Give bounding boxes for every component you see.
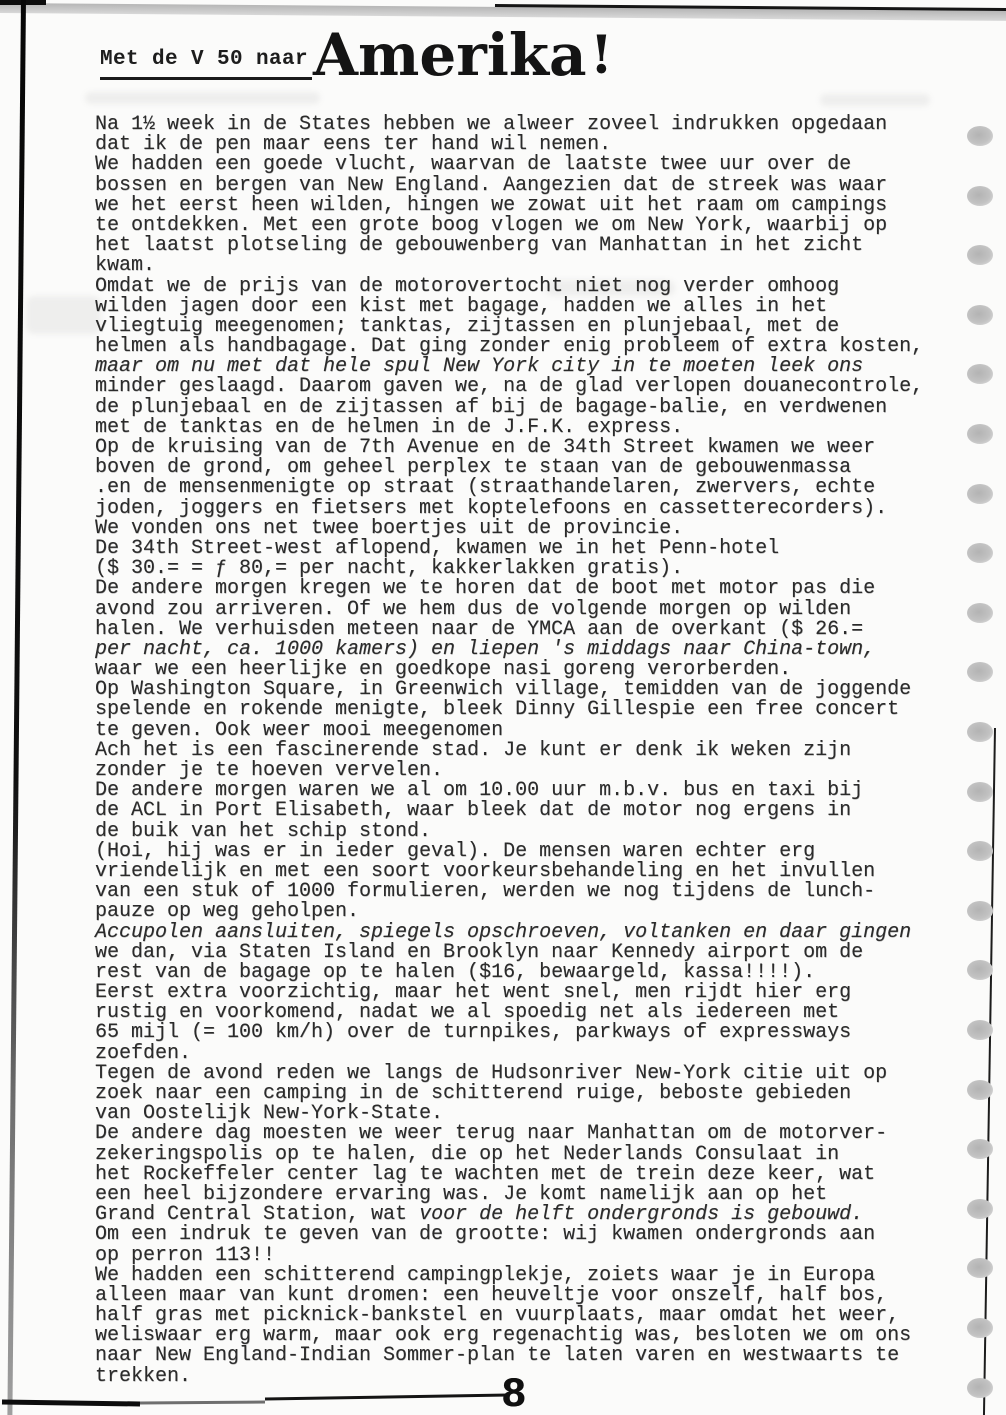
text-line: maar om nu met dat hele spul New York city in te moeten leek ons — [95, 355, 864, 379]
text-line: De 34th Street-west aflopend, kwamen we in het Penn-hotel — [95, 536, 780, 560]
text-line: joden, joggers en fietsers met koptelefoons en cassetterecorders). — [95, 496, 888, 520]
photocopy-smudge — [26, 296, 101, 334]
text-line: naar New England-Indian Sommer-plan te laten varen en westwaarts te — [95, 1344, 900, 1368]
text-line: Op de kruising van de 7th Avenue en de 34th Street kwamen we weer — [95, 436, 876, 459]
photocopy-smudge — [820, 94, 930, 106]
text-line: trekken. — [95, 1364, 192, 1388]
text-line: te geven. Ook weer mooi meegenomen — [95, 718, 504, 742]
scan-bottom-line — [0, 1386, 520, 1412]
text-line: We hadden een schitterend campingplekje, zoiets waar je in Europa — [95, 1263, 876, 1287]
text-line: dat ik de pen maar eens ter hand wil nemen. — [95, 133, 612, 157]
text-line: Omdat we de prijs van de motorovertocht niet nog verder omhoog — [95, 274, 840, 298]
text-line: Na 1½ week in de States hebben we alweer zoveel indrukken opgedaan — [95, 113, 888, 136]
scan-left-edge-line — [7, 0, 26, 1415]
text-line: 65 mijl (= 100 km/h) over de turnpikes, parkways of expressways — [95, 1021, 852, 1045]
text-line: vriendelijk en met een soort voorkeursbehandeling en het invullen — [95, 859, 876, 883]
article-kicker: Met de V 50 naar — [100, 48, 312, 80]
text-line: helmen als handbagage. Dat ging zonder enig probleem of extra kosten, — [95, 335, 924, 359]
text-line: weliswaar erg warm, maar ook erg regenachtig was, besloten we om ons — [95, 1324, 912, 1348]
text-line: avond zou arriveren. Of we hem dus de volgende morgen op wilden — [95, 597, 852, 621]
text-line: te ontdekken. Met een grote boog vlogen we om New York, waarbij op — [95, 213, 888, 237]
text-line: (Hoi, hij was er in ieder geval). De mensen waren echter erg — [95, 839, 816, 863]
text-line: ($ 30.= = ƒ 80,= per nacht, kakkerlakken gratis). — [95, 557, 684, 581]
text-line: wilden jagen door een kist met bagage, hadden we alles in het — [95, 294, 828, 318]
text-line: Accupolen aansluiten, spiegels opschroeven, voltanken en daar gingen — [95, 920, 912, 944]
text-line: de plunjebaal en de zijtassen af bij de bagage-balie, en verdwenen — [95, 395, 888, 419]
text-line: halen. We verhuisden meteen naar de YMCA aan de overkant ($ 26.= — [95, 617, 864, 641]
text-line: alleen maar van kunt dromen: een heuveltje voor onszelf, half bos, — [95, 1283, 888, 1307]
scan-right-edge-line — [983, 728, 996, 1415]
text-line: Op Washington Square, in Greenwich village, temidden van de joggende — [95, 678, 912, 702]
text-line: De andere morgen kregen we te horen dat de boot met motor pas die — [95, 577, 876, 601]
text-line: zonder je te hoeven vervelen. — [95, 759, 444, 782]
text-line: de ACL in Port Elisabeth, waar bleek dat de motor nog ergens in — [95, 799, 852, 823]
text-line: We hadden een goede vlucht, waarvan de laatste twee uur over de — [95, 153, 852, 177]
text-line: per nacht, ca. 1000 kamers) en liepen 's middags naar China-town, — [95, 637, 876, 661]
title-exclamation-mark: ! — [590, 25, 613, 86]
text-line: vliegtuig meegenomen; tanktas, zijtassen en plunjebaal, met de — [95, 314, 840, 338]
text-line: rustig en voorkomend, nadat we al spoedig net als iedereen met — [95, 1001, 840, 1025]
text-line: Grand Central Station, wat voor de helft ondergronds is gebouwd. — [95, 1203, 864, 1227]
text-line: bossen en bergen van New England. Aangezien dat de streek was waar — [95, 173, 888, 197]
text-line: pauze op weg geholpen. — [95, 900, 360, 924]
text-line: van Oostelijk New-York-State. — [95, 1102, 444, 1126]
text-line: kwam. — [95, 254, 156, 278]
text-line: het laatst plotseling de gebouwenberg van Manhattan in het zicht — [95, 234, 864, 258]
text-line: we het eerst heen wilden, hingen we zowat uit het raam om campings — [95, 193, 888, 217]
text-line: Om een indruk te geven van de grootte: wij kwamen ondergronds aan — [95, 1223, 876, 1247]
text-line: op perron 113!! — [95, 1243, 276, 1267]
text-line: De andere dag moesten we weer terug naar Manhattan om de motorver- — [95, 1122, 888, 1146]
text-line: minder geslaagd. Daarom gaven we, na de glad verlopen douanecontrole, — [95, 375, 924, 399]
article-body — [95, 115, 975, 1387]
text-line: .en de mensenmenigte op straat (straathandelaren, zwervers, echte — [95, 476, 876, 500]
page-number: 8 — [501, 1371, 527, 1415]
text-line: van een stuk of 1000 formulieren, werden we nog tijdens de lunch- — [95, 880, 876, 904]
text-line: half gras met picknick-bankstel en vuurplaats, maar omdat het weer, — [95, 1304, 900, 1328]
photocopy-smudge — [85, 92, 320, 104]
text-line: Tegen de avond reden we langs de Hudsonriver New-York citie uit op — [95, 1061, 888, 1085]
text-line: spelende en rokende menigte, bleek Dinny Gillespie een free concert — [95, 698, 900, 722]
text-line: het Rockeffeler center lag te wachten met de trein deze keer, wat — [95, 1162, 876, 1186]
text-line: we dan, via Staten Island en Brooklyn naar Kennedy airport om de — [95, 940, 864, 964]
text-line: Eerst extra voorzichtig, maar het went snel, men rijdt hier erg — [95, 981, 852, 1005]
text-line: rest van de bagage op te halen ($16, bewaargeld, kassa!!!!). — [95, 960, 816, 984]
text-line: waar we een heerlijke en goedkope nasi goreng verorberden. — [95, 658, 792, 682]
text-line: We vonden ons net twee boertjes uit de provincie. — [95, 516, 684, 540]
text-line: boven de grond, om geheel perplex te staan van de gebouwenmassa — [95, 456, 852, 480]
text-line: De andere morgen waren we al om 10.00 uur m.b.v. bus en taxi bij — [95, 779, 864, 803]
text-line: de buik van het schip stond. — [95, 819, 432, 843]
text-line: zoek naar een camping in de schitterend ruige, beboste gebieden — [95, 1082, 852, 1105]
text-line: Ach het is een fascinerende stad. Je kunt er denk ik weken zijn — [95, 738, 852, 762]
text-line: zekeringspolis op te halen, die op het Nederlands Consulaat in — [95, 1142, 840, 1166]
text-line: een heel bijzondere ervaring was. Je komt namelijk aan op het — [95, 1182, 828, 1206]
text-line: met de tanktas en de helmen in de J.F.K. express. — [95, 415, 684, 439]
text-line: zoefden. — [95, 1041, 192, 1065]
article-title: Amerika — [313, 21, 587, 89]
